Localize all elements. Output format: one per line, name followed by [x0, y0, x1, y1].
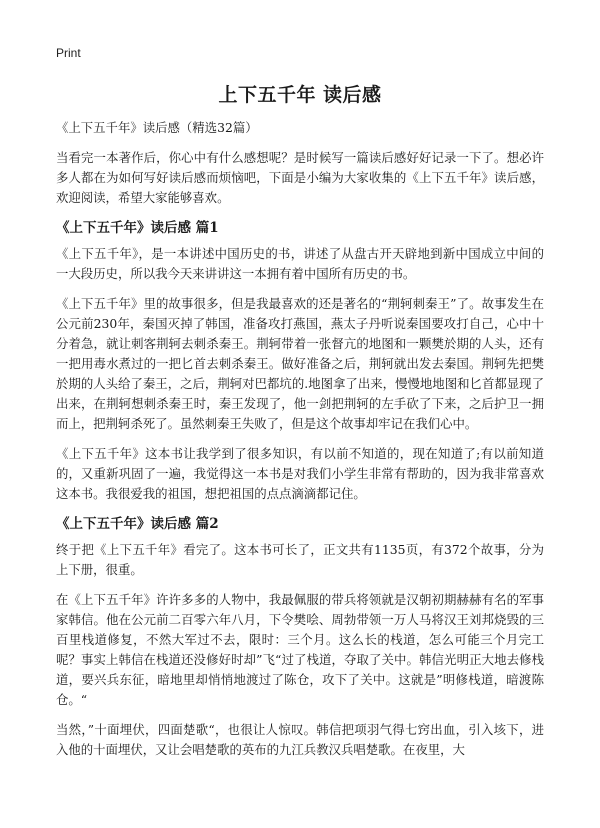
intro-paragraph: 当看完一本著作后，你心中有什么感想呢？是时候写一篇读后感好好记录一下了。想必许多人都在为如何写好读后感而烦恼吧，下面是小编为大家收集的《上下五千年》读后感，欢迎阅读，希望大家能够喜欢。	[56, 150, 544, 205]
section-1	[56, 218, 544, 504]
section-2	[56, 514, 544, 760]
article-body	[56, 118, 544, 770]
section-heading: 《上下五千年》读后感 篇1	[56, 220, 219, 236]
article-subtitle: 《上下五千年》读后感（精选32篇）	[56, 120, 258, 135]
paragraph: 《上下五千年》里的故事很多，但是我最喜欢的还是著名的“荆轲刺秦王”了。故事发生在公元前230年，秦国灭掉了韩国，准备攻打燕国，燕太子丹听说秦国要攻打自己，心中十分着急，就让刺客荆轲去刺杀秦王。荆轲带着一张督亢的地图和一颗樊於期的人头，还有一把用毒水煮过的一把匕首去刺杀秦王。做好准备之后，荆轲就出发去秦国。荆轲先把樊於期的人头给了秦王，之后，荆轲对巴都坑的.地图拿了出来，慢慢地地图和匕首都显现了出来，在荆轲想刺杀秦王时，秦王发现了，他一剑把荆轲的左手砍了下来，之后护卫一拥而上，把荆轲杀死了。虽然刺秦王失败了，但是这个故事却牢记在我们心中。	[56, 296, 544, 431]
print-link[interactable]: Print	[56, 46, 81, 60]
paragraph: 《上下五千年》，是一本讲述中国历史的书，讲述了从盘古开天辟地到新中国成立中间的一大段历史，所以我今天来讲讲这一本拥有着中国所有历史的书。	[56, 246, 544, 281]
paragraph: 在《上下五千年》许许多多的人物中，我最佩服的带兵将领就是汉朝初期赫赫有名的军事家韩信。他在公元前二百零六年八月，下令樊哙、周勃带领一万人马将汉王刘邦烧毁的三百里栈道修复，不然大军过不去，限时：三个月。这么长的栈道，怎么可能三个月完工呢？事实上韩信在栈道还没修好时却”飞“过了栈道，夺取了关中。韩信光明正大地去修栈道，要兴兵东征，暗地里却悄悄地渡过了陈仓，攻下了关中。这就是”明修栈道，暗渡陈仓。“	[56, 592, 544, 707]
page-title: 上下五千年 读后感	[218, 84, 382, 106]
paragraph: 《上下五千年》这本书让我学到了很多知识，有以前不知道的，现在知道了;有以前知道的，又重新巩固了一遍，我觉得这一本书是对我们小学生非常有帮助的，因为我非常喜欢这本书。我很爱我的祖国，想把祖国的点点滴滴都记住。	[56, 446, 544, 501]
paragraph: 当然，”十面埋伏，四面楚歌“，也很让人惊叹。韩信把项羽气得七窍出血，引入垓下，进入他的十面埋伏，又让会唱楚歌的英布的九江兵教汉兵唱楚歌。在夜里，大	[56, 722, 544, 757]
section-heading: 《上下五千年》读后感 篇2	[56, 516, 219, 532]
paragraph: 终于把《上下五千年》看完了。这本书可长了，正文共有1135页，有372个故事，分为上下册，很重。	[56, 542, 544, 577]
